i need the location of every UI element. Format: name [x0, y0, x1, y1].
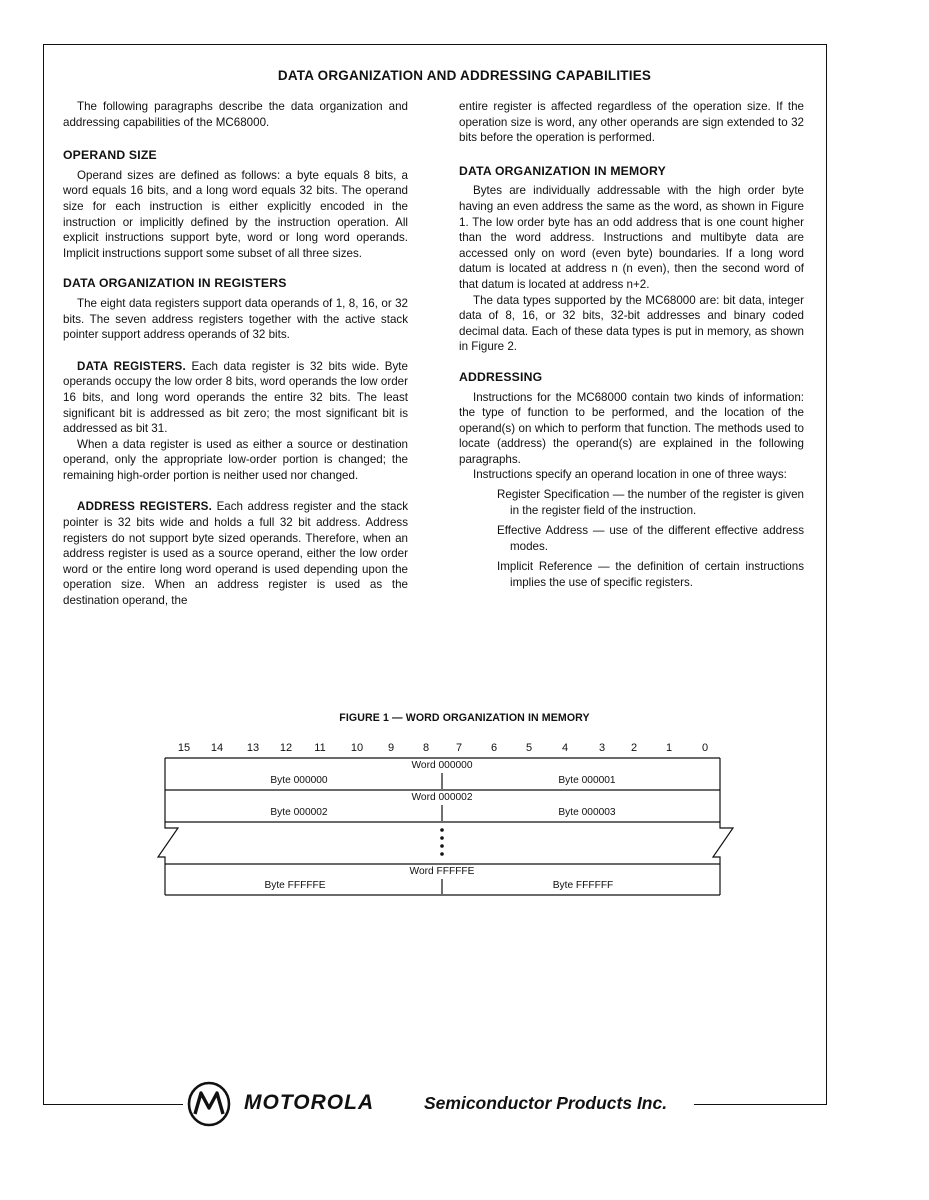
heading-addressing: ADDRESSING — [459, 369, 543, 384]
word-label: Word 000002 — [411, 792, 473, 803]
list-item: Implicit Reference — the definition of certain instructions implies the use of specific registers. — [497, 560, 804, 590]
byte-low-label: Byte 000001 — [558, 775, 616, 786]
bit-number: 10 — [350, 742, 364, 754]
data-registers-runin: DATA REGISTERS. — [77, 359, 186, 373]
brand-name: MOTOROLA — [244, 1091, 375, 1114]
bit-number: 14 — [210, 742, 224, 754]
word-label: Word 000000 — [411, 760, 473, 771]
heading-data-organization-memory: DATA ORGANIZATION IN MEMORY — [459, 163, 666, 178]
motorola-logo-icon — [186, 1081, 232, 1127]
bit-number: 8 — [422, 742, 430, 754]
bit-number: 0 — [701, 742, 709, 754]
byte-high-label: Byte 000002 — [270, 807, 328, 818]
memory-paragraph-2: The data types supported by the MC68000 are: bit data, integer data of 8, 16, or 32 bits, 32-bit addresses and binary coded decimal data. Each of these data types is put in memory, as shown in Figure 2. — [459, 293, 804, 354]
bit-number: 5 — [525, 742, 533, 754]
list-item: Effective Address — use of the different effective address modes. — [497, 524, 804, 553]
bit-number: 2 — [630, 742, 638, 754]
byte-low-label: Byte FFFFFF — [552, 880, 614, 891]
intro-paragraph: The following paragraphs describe the data organization and addressing capabilities of the MC68000. — [63, 100, 408, 129]
data-registers-text: Each data register is 32 bits wide. Byte operands occupy the low order 8 bits, word operands the low order 16 bits, and long word operands the entire 32 bits. The least significant bit is addressed as bit zero; the most significant bit is addressed as bit 31. — [63, 359, 408, 436]
bit-number: 13 — [246, 742, 260, 754]
addressing-paragraph-2: Instructions specify an operand location in one of three ways: — [473, 468, 787, 482]
byte-low-label: Byte 000003 — [558, 807, 616, 818]
bit-number: 6 — [490, 742, 498, 754]
bit-number: 12 — [279, 742, 293, 754]
page-title: DATA ORGANIZATION AND ADDRESSING CAPABILITIES — [277, 68, 652, 83]
addressing-paragraph: Instructions for the MC68000 contain two kinds of information: the type of function to be performed, and the location of the operand(s) on which to perform that function. The methods used to locate (address) the operand(s) are explained in the following paragraphs. — [459, 390, 804, 466]
address-registers-runin: ADDRESS REGISTERS. — [77, 500, 213, 514]
bit-number: 7 — [455, 742, 463, 754]
byte-high-label: Byte FFFFFE — [264, 880, 326, 891]
address-registers-text: Each address register and the stack pointer is 32 bits wide and holds a full 32 bit address. Address registers do not support byte sized operands. Therefore, when an address register is used as a source operand, either the low order word or the entire long word operand is used depending upon the operation size. When an address register is used as the destination operand, the — [63, 500, 408, 608]
byte-high-label: Byte 000000 — [270, 775, 328, 786]
heading-operand-size: OPERAND SIZE — [63, 148, 157, 163]
bit-number: 4 — [561, 742, 569, 754]
bit-number: 15 — [177, 742, 191, 754]
list-item: Register Specification — the number of the register is given in the register field of the instruction. — [497, 488, 804, 517]
bit-number: 3 — [598, 742, 606, 754]
bit-number: 9 — [387, 742, 395, 754]
word-label: Word FFFFFE — [409, 866, 475, 877]
data-registers-paragraph-2: When a data register is used as either a source or destination operand, only the appropriate low-order portion is changed; the remaining high-order portion is neither used nor changed. — [63, 437, 408, 482]
memory-paragraph: Bytes are individually addressable with the high order byte having an even address the same as the word, as shown in Figure 1. The low order byte has an odd address that is one count higher than the word address. Instructions and multibyte data are accessed only on word (even byte) boundaries. If a long word datum is located at address n (n even), then the second word of that datum is located at address n+2. — [459, 184, 804, 291]
registers-paragraph: The eight data registers support data operands of 1, 8, 16, or 32 bits. The seven address registers together with the active stack pointer support address operands of 32 bits. — [63, 296, 408, 342]
brand-subtitle: Semiconductor Products Inc. — [424, 1093, 668, 1113]
operand-size-paragraph: Operand sizes are defined as follows: a byte equals 8 bits, a word equals 16 bits, and a long word equals 32 bits. The operand size for each instruction is either explicitly encoded in the instruction or implicitly defined by the instruction operation. All explicit instructions support byte, word or long word operands. Implicit instructions support some subset of all three sizes. — [63, 168, 408, 260]
bit-number: 1 — [665, 742, 673, 754]
figure-title: FIGURE 1 — WORD ORGANIZATION IN MEMORY — [339, 712, 590, 724]
continuation-paragraph: entire register is affected regardless of the operation size. If the operation size is word, any other operands are sign extended to 32 bits before the operation is performed. — [459, 100, 804, 145]
heading-data-organization-registers: DATA ORGANIZATION IN REGISTERS — [63, 276, 287, 291]
bit-number: 11 — [314, 742, 326, 754]
